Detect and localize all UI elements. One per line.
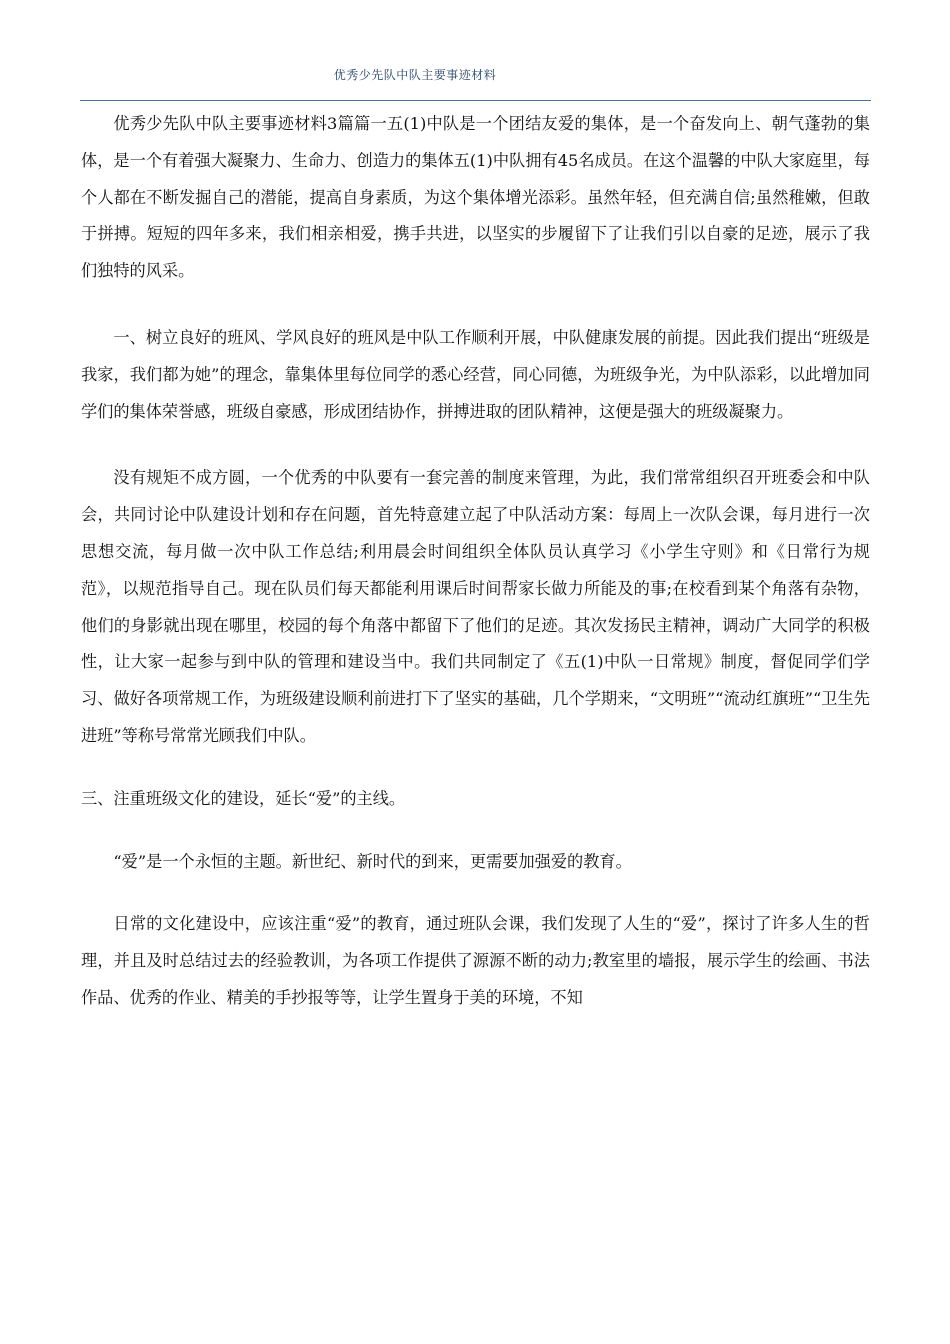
document-body	[81, 106, 870, 1047]
running-header: 优秀少先队中队主要事迹材料	[333, 68, 497, 82]
paragraph-class-spirit: 一、树立良好的班风、学风良好的班风是中队工作顺利开展，中队健康发展的前提。因此我们提出“班级是我家，我们都为她”的理念，靠集体里每位同学的悉心经营，同心同德，为班级争光，为中队添彩，以此增加同学们的集体荣誉感，班级自豪感，形成团结协作，拼搏进取的团队精神，这便是强大的班级凝聚力。	[81, 327, 870, 421]
section-heading-culture: 三、注重班级文化的建设，延长“爱”的主线。	[81, 788, 406, 808]
paragraph-rules: 没有规矩不成方圆，一个优秀的中队要有一套完善的制度来管理，为此，我们常常组织召开班委会和中队会，共同讨论中队建设计划和存在问题，首先特意建立起了中队活动方案：每周上一次队会课，每月进行一次思想交流，每月做一次中队工作总结;利用晨会时间组织全体队员认真学习《小学生守则》和《日常行为规范》，以规范指导自己。现在队员们每天都能利用课后时间帮家长做力所能及的事;在校看到某个角落有杂物，他们的身影就出现在哪里，校园的每个角落中都留下了他们的足迹。其次发扬民主精神，调动广大同学的积极性，让大家一起参与到中队的管理和建设当中。我们共同制定了《五(1)中队一日常规》制度，督促同学们学习、做好各项常规工作，为班级建设顺利前进打下了坚实的基础，几个学期来，“文明班”“流动红旗班”“卫生先进班”等称号常常光顾我们中队。	[81, 468, 870, 745]
paragraph-love-theme: “爱”是一个永恒的主题。新世纪、新时代的到来，更需要加强爱的教育。	[113, 851, 632, 871]
paragraph-culture-building: 日常的文化建设中，应该注重“爱”的教育，通过班队会课，我们发现了人生的“爱”，探讨了许多人生的哲理，并且及时总结过去的经验教训，为各项工作提供了源源不断的动力;教室里的墙报，展示学生的绘画、书法作品、优秀的作业、精美的手抄报等等，让学生置身于美的环境，不知	[81, 914, 870, 1007]
paragraph-intro: 优秀少先队中队主要事迹材料3篇篇一五(1)中队是一个团结友爱的集体，是一个奋发向上、朝气蓬勃的集体，是一个有着强大凝聚力、生命力、创造力的集体五(1)中队拥有45名成员。在这个温馨的中队大家庭里，每个人都在不断发掘自己的潜能，提高自身素质，为这个集体增光添彩。虽然年轻，但充满自信;虽然稚嫩，但敢于拼搏。短短的四年多来，我们相亲相爱，携手共进，以坚实的步履留下了让我们引以自豪的足迹，展示了我们独特的风采。	[81, 114, 870, 281]
header-divider	[80, 100, 871, 101]
